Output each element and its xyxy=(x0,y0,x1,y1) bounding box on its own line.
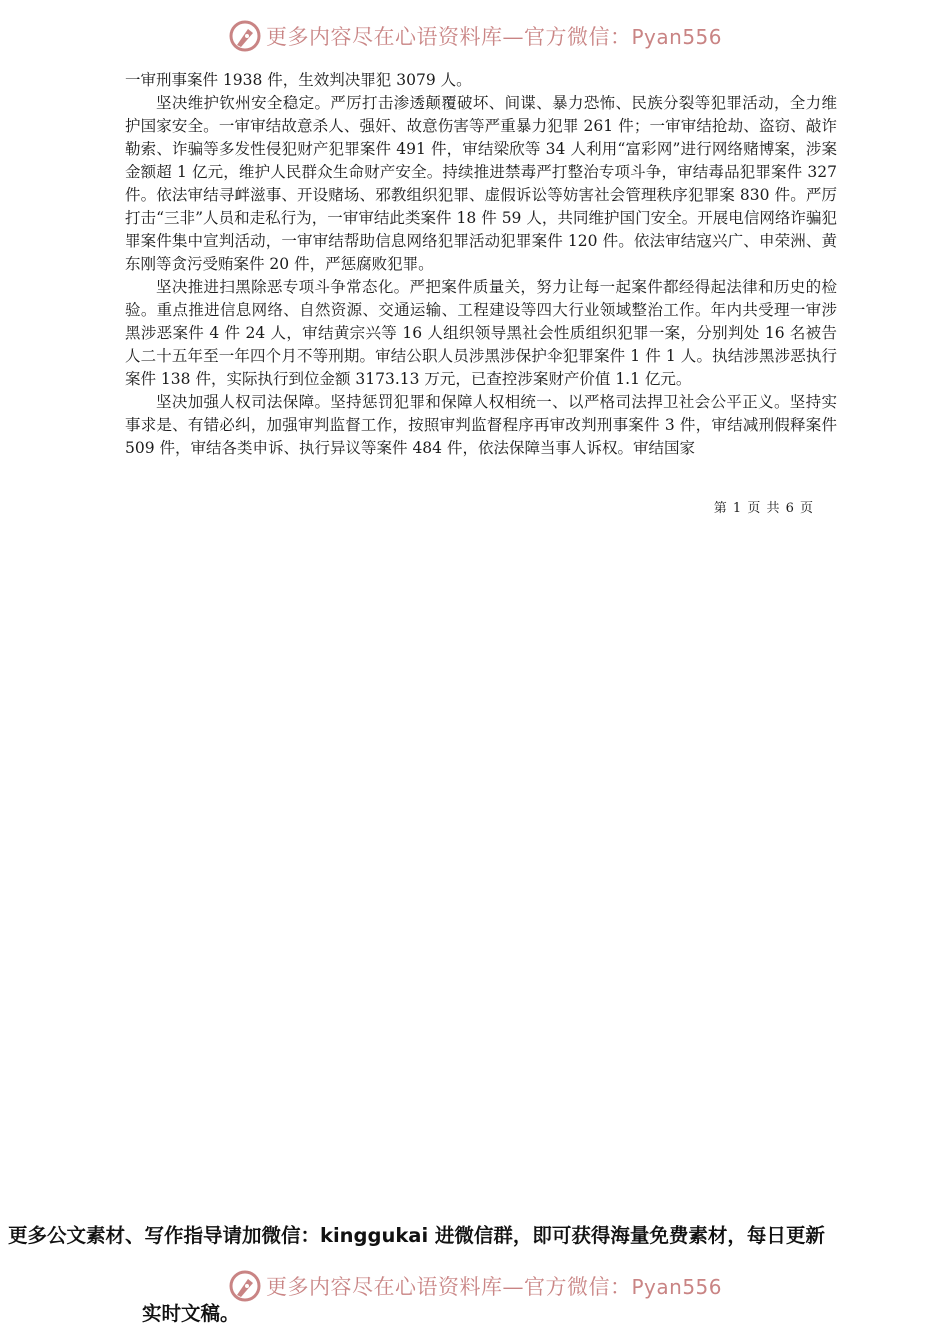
footer-promo-line-2: 实时文稿。 xyxy=(142,1302,240,1325)
watermark-header xyxy=(0,16,950,56)
watermark-text xyxy=(266,21,722,51)
page-number: 第 1 页 共 6 页 xyxy=(713,501,814,516)
paragraph-human-rights: 坚决加强人权司法保障。坚持惩罚犯罪和保障人权相统一、以严格司法捍卫社会公平正义。坚持实事求是、有错必纠，加强审判监督工作，按照审判监督程序再审改判刑事案件 3 件，审结减刑假释案件 509 件，审结各类申诉、执行异议等案件 484 件，依法保障当事人诉权。审结国家 xyxy=(125,393,837,457)
watermark-text xyxy=(266,1271,722,1301)
paragraph-security: 坚决维护钦州安全稳定。严厉打击渗透颠覆破坏、间谍、暴力恐怖、民族分裂等犯罪活动，全力维护国家安全。一审审结故意杀人、强奸、故意伤害等严重暴力犯罪 261 件；一审审结抢劫、盗窃、敲诈勒索、诈骗等多发性侵犯财产犯罪案件 491 件，审结梁欣等 34 人利用“富彩网”进行网络赌博案，涉案金额超 1 亿元，维护人民群众生命财产安全。持续推进禁毒严打整治专项斗争，审结毒品犯罪案件 327 件。依法审结寻衅滋事、开设赌场、邪教组织犯罪、虚假诉讼等妨害社会管理秩序犯罪案 830 件。严厉打击“三非”人员和走私行为，一审审结此类案件 18 件 59 人，共同维护国门安全。开展电信网络诈骗犯罪案件集中宣判活动，一审审结帮助信息网络犯罪活动犯罪案件 120 件。依法审结寇兴广、申荣洲、黄东刚等贪污受贿案件 20 件，严惩腐败犯罪。 xyxy=(125,94,837,273)
watermark-slogan: 更多内容尽在心语资料库—官方微信： xyxy=(265,1275,632,1299)
document-body xyxy=(125,69,837,460)
footer-promo-line-1: 更多公文素材、写作指导请加微信：kinggukai 进微信群，即可获得海量免费素材，每日更新 xyxy=(8,1224,825,1247)
pen-nib-logo-icon xyxy=(228,19,262,53)
paragraph-anti-gang: 坚决推进扫黑除恶专项斗争常态化。严把案件质量关，努力让每一起案件都经得起法律和历史的检验。重点推进信息网络、自然资源、交通运输、工程建设等四大行业领域整治工作。年内共受理一审涉黑涉恶案件 4 件 24 人，审结黄宗兴等 16 人组织领导黑社会性质组织犯罪一案，分别判处 16 名被告人二十五年至一年四个月不等刑期。审结公职人员涉黑涉保护伞犯罪案件 1 件 1 人。执结涉黑涉恶执行案件 138 件，实际执行到位金额 3173.13 万元，已查控涉案财产价值 1.1 亿元。 xyxy=(125,278,837,388)
paragraph-continuation: 一审刑事案件 1938 件，生效判决罪犯 3079 人。 xyxy=(125,71,472,89)
watermark-wechat-id: Pyan556 xyxy=(631,1275,722,1299)
watermark-wechat-id: Pyan556 xyxy=(631,25,722,49)
watermark-slogan: 更多内容尽在心语资料库—官方微信： xyxy=(265,25,632,49)
